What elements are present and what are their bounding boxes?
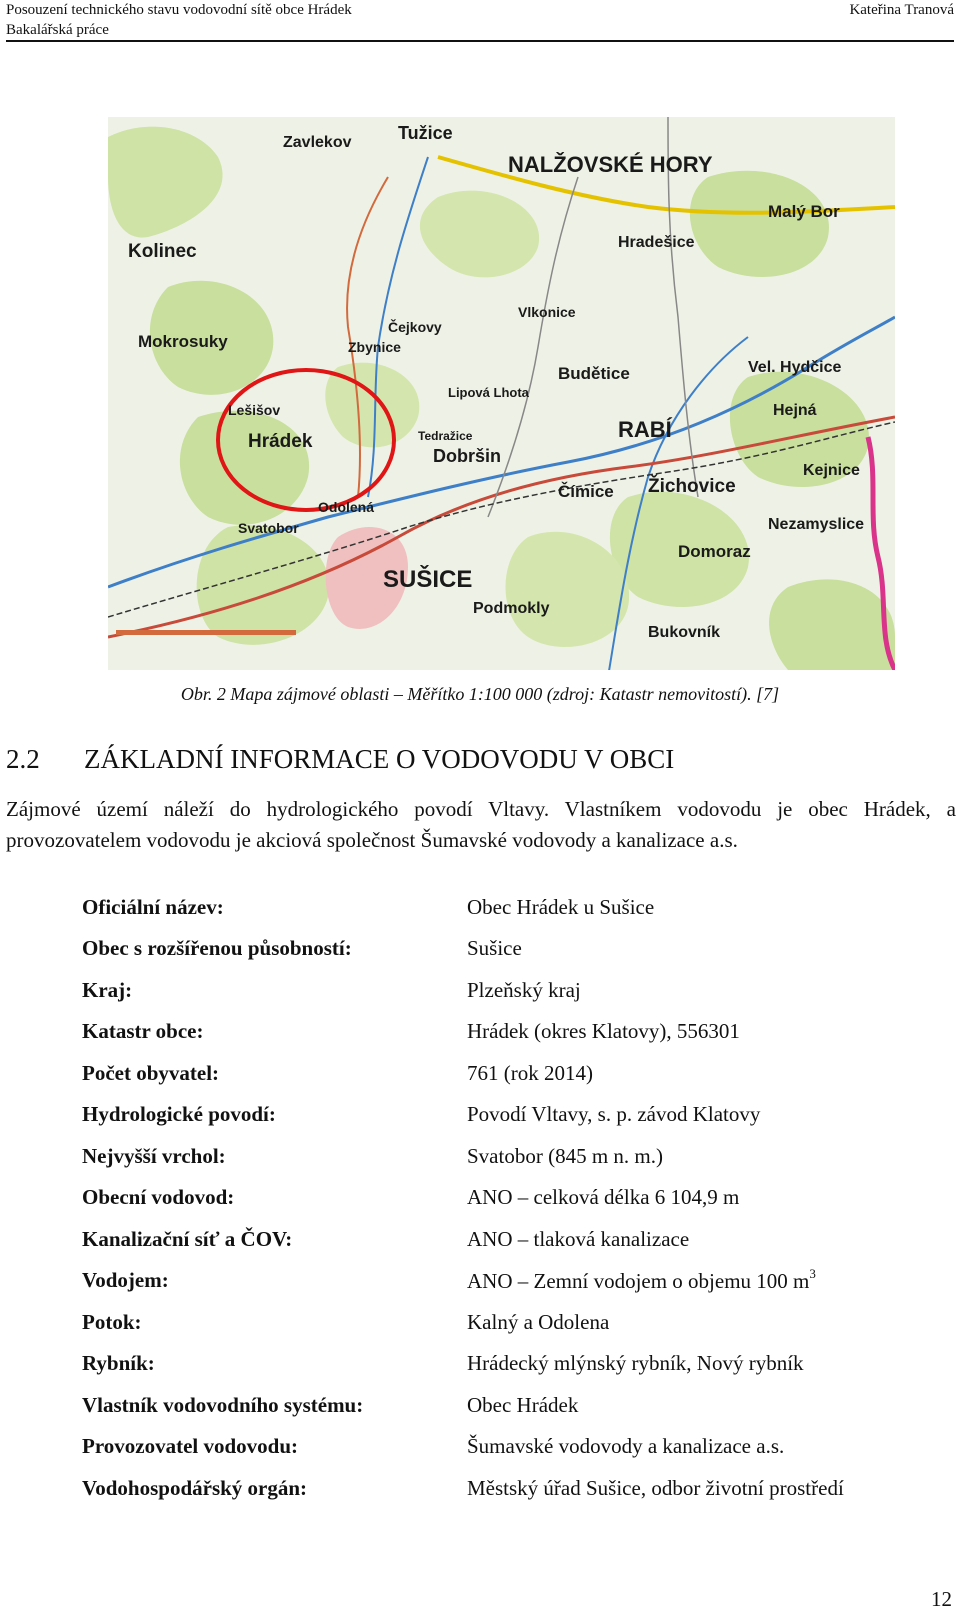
- map-label: Lešišov: [228, 402, 281, 418]
- map-label: Kejnice: [803, 462, 860, 479]
- info-value: Povodí Vltavy, s. p. závod Klatovy: [467, 1102, 761, 1126]
- map-label: Domoraz: [678, 542, 751, 561]
- section-title: ZÁKLADNÍ INFORMACE O VODOVODU V OBCI: [84, 744, 675, 774]
- map-figure: [108, 117, 895, 670]
- info-key: Potok:: [82, 1310, 142, 1334]
- info-row: [82, 895, 952, 935]
- info-key: Kanalizační síť a ČOV:: [82, 1227, 293, 1251]
- info-row: [82, 1227, 952, 1267]
- info-value: Městský úřad Sušice, odbor životní prostředí: [467, 1476, 844, 1500]
- info-row: [82, 1185, 952, 1225]
- figure-caption: Obr. 2 Mapa zájmové oblasti – Měřítko 1:100 000 (zdroj: Katastr nemovitostí). [7]: [180, 684, 780, 704]
- map-label: Vel. Hydčice: [748, 359, 842, 376]
- info-row: [82, 1393, 952, 1433]
- map-label: RABÍ: [618, 417, 672, 442]
- info-row: [82, 1061, 952, 1101]
- info-row: [82, 1268, 952, 1308]
- info-value: Obec Hrádek: [467, 1393, 579, 1417]
- info-key: Provozovatel vodovodu:: [82, 1434, 299, 1458]
- info-value: Svatobor (845 m n. m.): [467, 1144, 663, 1168]
- map-label: Zbynice: [348, 339, 401, 355]
- map-label: Odolená: [318, 499, 375, 515]
- map-label: Mokrosuky: [138, 332, 228, 351]
- info-value: ANO – celková délka 6 104,9 m: [467, 1185, 740, 1209]
- info-row: [82, 936, 952, 976]
- header-left: [6, 0, 352, 40]
- map-label: Kolinec: [128, 241, 197, 262]
- info-value-wrap: [467, 1268, 816, 1294]
- map-label: Nezamyslice: [768, 516, 865, 533]
- info-value: ANO – tlaková kanalizace: [467, 1227, 690, 1251]
- map-label: Podmokly: [473, 600, 550, 617]
- info-value: Hrádecký mlýnský rybník, Nový rybník: [467, 1351, 804, 1375]
- map-label: NALŽOVSKÉ HORY: [508, 152, 713, 177]
- info-key: Kraj:: [82, 978, 133, 1002]
- map-illustration: [108, 117, 895, 670]
- map-label: Malý Bor: [768, 202, 840, 221]
- info-value: Sušice: [467, 936, 522, 960]
- info-key: Oficiální název:: [82, 895, 224, 919]
- info-key: Vodojem:: [82, 1268, 169, 1292]
- section-number: 2.2: [6, 744, 40, 774]
- page-number: 12: [931, 1587, 952, 1611]
- map-label: SUŠICE: [383, 566, 473, 593]
- info-row: [82, 1434, 952, 1474]
- map-label: Svatobor: [238, 520, 299, 536]
- info-key: Vodohospodářský orgán:: [82, 1476, 308, 1500]
- header-rule: [6, 40, 954, 42]
- header-subtitle: Bakalářská práce: [6, 22, 109, 38]
- map-label: Tužice: [398, 123, 453, 143]
- info-row: [82, 1144, 952, 1184]
- map-label: Hejná: [773, 402, 817, 419]
- info-row: [82, 1351, 952, 1391]
- map-label: Čejkovy: [388, 319, 442, 335]
- map-label: Tedražice: [418, 429, 473, 443]
- info-key: Katastr obce:: [82, 1019, 204, 1043]
- map-label: Hrádek: [248, 431, 313, 452]
- map-label: Lipová Lhota: [448, 385, 529, 400]
- info-value-sup: 3: [809, 1266, 816, 1281]
- map-label: Budětice: [558, 364, 630, 383]
- info-value: Kalný a Odolena: [467, 1310, 610, 1334]
- info-key: Nejvyšší vrchol:: [82, 1144, 226, 1168]
- info-key: Obecní vodovod:: [82, 1185, 235, 1209]
- info-row: [82, 1310, 952, 1350]
- map-label: Vlkonice: [518, 304, 576, 320]
- info-key: Počet obyvatel:: [82, 1061, 220, 1085]
- info-key: Vlastník vodovodního systému:: [82, 1393, 364, 1417]
- info-row: [82, 1019, 952, 1059]
- info-value: ANO – Zemní vodojem o objemu 100 m: [467, 1269, 810, 1293]
- info-key: Obec s rozšířenou působností:: [82, 936, 352, 960]
- map-label: Bukovník: [648, 624, 721, 641]
- header-author: Kateřina Tranová: [849, 2, 954, 18]
- map-label: Zavlekov: [283, 134, 352, 151]
- section-heading: [6, 744, 674, 775]
- info-row: [82, 978, 952, 1018]
- intro-paragraph: Zájmové území náleží do hydrologického povodí Vltavy. Vlastníkem vodovodu je obec Hrádek, a provozovatelem vodovodu je akciová společnost Šumavské vodovody a kanalizace a.s.: [6, 797, 956, 852]
- info-value: Hrádek (okres Klatovy), 556301: [467, 1019, 740, 1043]
- page-header: [6, 0, 954, 40]
- info-key: Rybník:: [82, 1351, 155, 1375]
- info-row: [82, 1102, 952, 1142]
- header-title: Posouzení technického stavu vodovodní sítě obce Hrádek: [6, 2, 352, 18]
- info-value: Šumavské vodovody a kanalizace a.s.: [467, 1434, 785, 1458]
- info-row: [82, 1476, 952, 1516]
- map-label: Žichovice: [648, 476, 736, 497]
- map-label: Hradešice: [618, 234, 695, 251]
- info-value: 761 (rok 2014): [467, 1061, 593, 1085]
- info-key: Hydrologické povodí:: [82, 1102, 276, 1126]
- map-label: Čímice: [558, 482, 614, 501]
- info-value: Obec Hrádek u Sušice: [467, 895, 655, 919]
- info-value: Plzeňský kraj: [467, 978, 581, 1002]
- map-label: Dobršin: [433, 446, 502, 466]
